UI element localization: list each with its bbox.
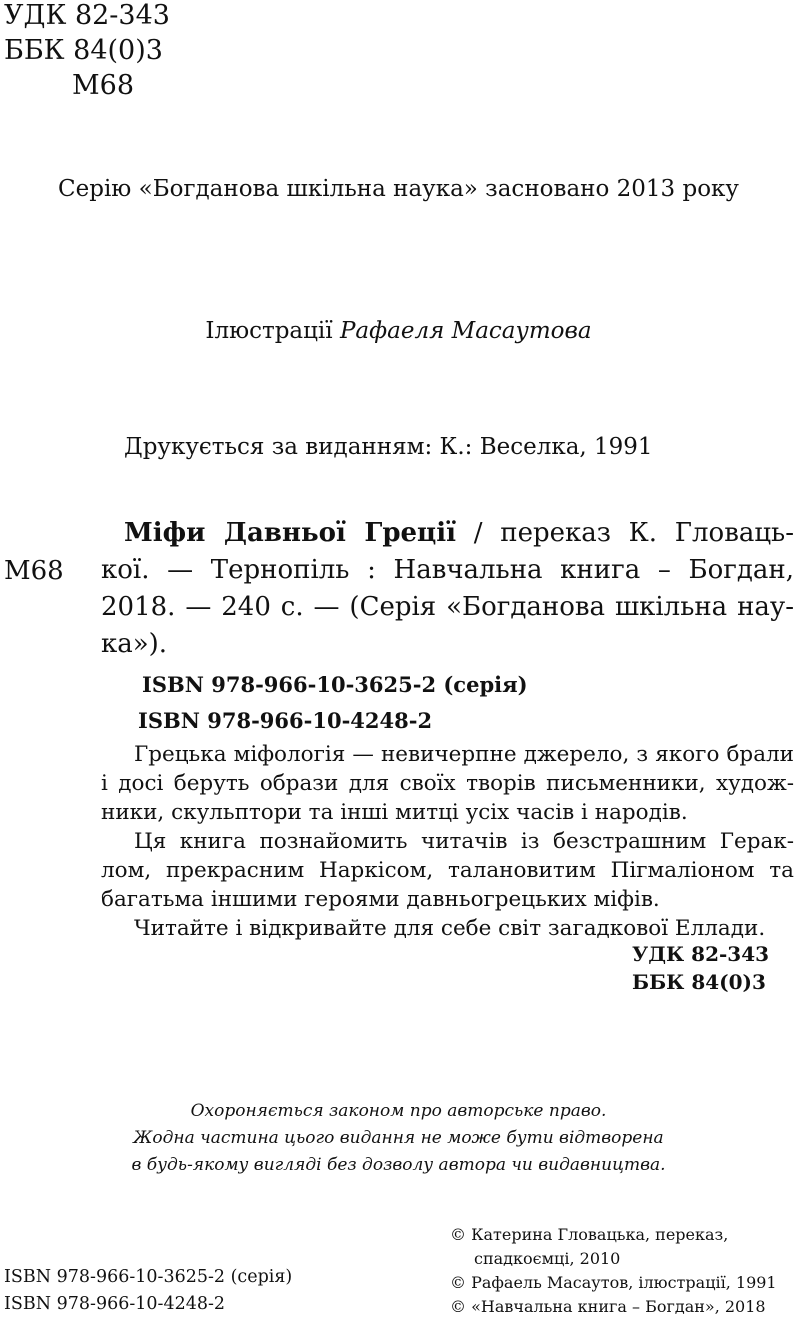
copyright-publisher: © «Навчальна книга – Богдан», 2018 bbox=[450, 1297, 766, 1316]
book-title: Міфи Давньої Греції bbox=[124, 518, 457, 548]
annotation-p2-l3: багатьма іншими героями давньогрецьких міфів. bbox=[101, 887, 660, 912]
annotation-p1-l1: Грецька міфологія — невичерпне джерело, з якого брали bbox=[134, 742, 794, 767]
catalog-author-code: М68 bbox=[4, 556, 64, 586]
author-code: М68 bbox=[72, 70, 135, 101]
illustrations-prefix: Ілюстрації bbox=[205, 318, 333, 344]
bbk-code: ББК 84(0)3 bbox=[4, 35, 163, 66]
catalog-line-4: ка»). bbox=[101, 629, 168, 659]
copyright-notice-l1: Охороняється законом про авторське право. bbox=[190, 1101, 607, 1121]
isbn-book: ISBN 978-966-10-4248-2 bbox=[138, 708, 433, 733]
udk-code-right: УДК 82-343 bbox=[632, 942, 770, 966]
copyright-notice-l3: в будь-якому вигляді без дозволу автора чи видавництва. bbox=[131, 1155, 666, 1175]
annotation-p2-l1: Ця книга познайомить читачів із безстрашним Герак- bbox=[134, 829, 794, 854]
annotation-p3-l1: Читайте і відкривайте для себе світ загадкової Еллади. bbox=[134, 916, 766, 941]
catalog-line-3: 2018. — 240 с. — (Серія «Богданова шкільна нау- bbox=[101, 592, 794, 622]
annotation-p1-l3: ники, скульптори та інші митці усіх часів і народів. bbox=[101, 800, 688, 825]
copyright-notice-l2: Жодна частина цього видання не може бути відтворена bbox=[133, 1128, 664, 1148]
illustrations-credit bbox=[0, 318, 797, 344]
catalog-line-1-rest: / переказ К. Гловаць- bbox=[456, 518, 794, 548]
copyright-translator-l2: спадкоємці, 2010 bbox=[474, 1249, 621, 1268]
printed-from: Друкується за виданням: К.: Веселка, 1991 bbox=[124, 434, 653, 460]
isbn-series: ISBN 978-966-10-3625-2 (серія) bbox=[142, 672, 528, 697]
copyright-illustrator: © Рафаель Масаутов, ілюстрації, 1991 bbox=[450, 1273, 777, 1292]
bottom-isbn-book: ISBN 978-966-10-4248-2 bbox=[4, 1294, 226, 1314]
illustrations-artist: Рафаеля Масаутова bbox=[339, 318, 592, 344]
bottom-isbn-series: ISBN 978-966-10-3625-2 (серія) bbox=[4, 1267, 293, 1287]
annotation-p2-l2: лом, прекрасним Наркісом, талановитим Пігмаліоном та bbox=[101, 858, 794, 883]
annotation-p1-l2: і досі беруть образи для своїх творів письменники, худож- bbox=[101, 771, 794, 796]
udk-code: УДК 82-343 bbox=[4, 0, 170, 31]
series-note: Серію «Богданова шкільна наука» засновано 2013 року bbox=[58, 176, 739, 202]
copyright-translator-l1: © Катерина Гловацька, переказ, bbox=[450, 1225, 729, 1244]
catalog-line-1 bbox=[124, 518, 794, 548]
catalog-line-2: кої. — Тернопіль : Навчальна книга – Богдан, bbox=[101, 555, 794, 585]
bbk-code-right: ББК 84(0)3 bbox=[632, 970, 766, 994]
